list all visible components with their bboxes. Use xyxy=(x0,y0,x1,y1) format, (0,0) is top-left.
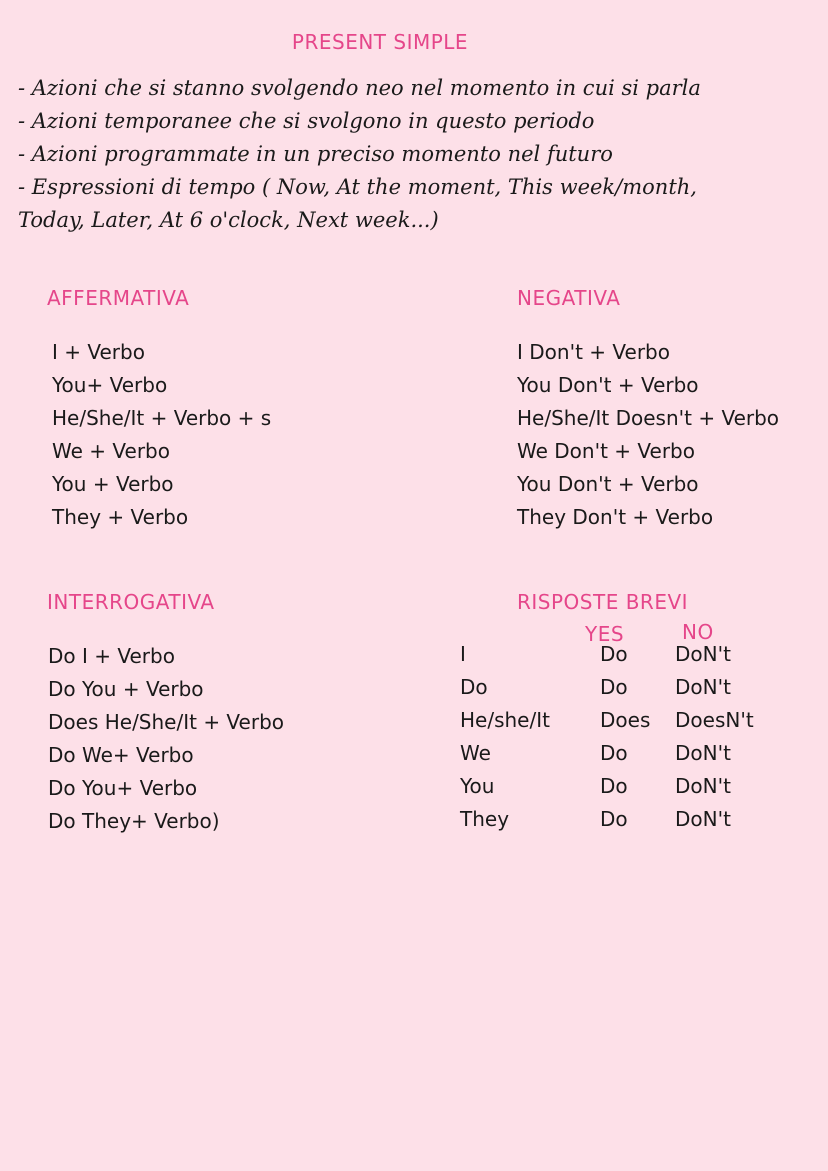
negativa-line: You Don't + Verbo xyxy=(517,373,699,397)
risposte-no: DoN't xyxy=(675,741,731,765)
bullet-line: - Espressioni di tempo ( Now, At the moment, This week/month, xyxy=(18,175,697,199)
interrogativa-line: Does He/She/It + Verbo xyxy=(48,710,285,734)
risposte-yes: Do xyxy=(600,642,628,666)
risposte-yes: Do xyxy=(600,774,628,798)
risposte-yes: Do xyxy=(600,807,628,831)
affermativa-line: They + Verbo xyxy=(52,505,189,529)
negativa-line: He/She/It Doesn't + Verbo xyxy=(517,406,780,430)
affermativa-line: I + Verbo xyxy=(52,340,145,364)
yes-heading: YES xyxy=(585,622,625,646)
negativa-line: They Don't + Verbo xyxy=(517,505,714,529)
negativa-line: You Don't + Verbo xyxy=(517,472,699,496)
bullet-line: Today, Later, At 6 o'clock, Next week...) xyxy=(18,208,439,232)
affermativa-line: You + Verbo xyxy=(52,472,174,496)
negativa-line: I Don't + Verbo xyxy=(517,340,670,364)
risposte-yes: Does xyxy=(600,708,651,732)
risposte-yes: Do xyxy=(600,675,628,699)
risposte-yes: Do xyxy=(600,741,628,765)
risposte-no: DoN't xyxy=(675,675,731,699)
risposte-no: DoN't xyxy=(675,642,731,666)
interrogativa-line: Do They+ Verbo) xyxy=(48,809,220,833)
bullet-line: - Azioni programmate in un preciso momento nel futuro xyxy=(18,142,613,166)
interrogativa-line: Do You + Verbo xyxy=(48,677,204,701)
risposte-no: DoN't xyxy=(675,774,731,798)
risposte-subject: We xyxy=(460,741,491,765)
risposte-no: DoesN't xyxy=(675,708,754,732)
risposte-heading: RISPOSTE BREVI xyxy=(517,590,689,614)
interrogativa-line: Do You+ Verbo xyxy=(48,776,198,800)
risposte-subject: They xyxy=(460,807,510,831)
risposte-subject: I xyxy=(460,642,466,666)
risposte-subject: Do xyxy=(460,675,488,699)
risposte-no: DoN't xyxy=(675,807,731,831)
page-title: PRESENT SIMPLE xyxy=(291,30,469,54)
risposte-subject: You xyxy=(460,774,495,798)
interrogativa-heading: INTERROGATIVA xyxy=(47,590,215,614)
bullet-line: - Azioni che si stanno svolgendo neo nel momento in cui si parla xyxy=(18,76,701,100)
affermativa-line: He/She/It + Verbo + s xyxy=(52,406,272,430)
negativa-heading: NEGATIVA xyxy=(517,286,621,310)
risposte-subject: He/she/It xyxy=(460,708,550,732)
affermativa-heading: AFFERMATIVA xyxy=(47,286,190,310)
bullet-line: - Azioni temporanee che si svolgono in questo periodo xyxy=(18,109,595,133)
no-heading: NO xyxy=(682,620,714,644)
interrogativa-line: Do I + Verbo xyxy=(48,644,175,668)
affermativa-line: We + Verbo xyxy=(52,439,170,463)
affermativa-line: You+ Verbo xyxy=(52,373,168,397)
negativa-line: We Don't + Verbo xyxy=(517,439,695,463)
interrogativa-line: Do We+ Verbo xyxy=(48,743,194,767)
